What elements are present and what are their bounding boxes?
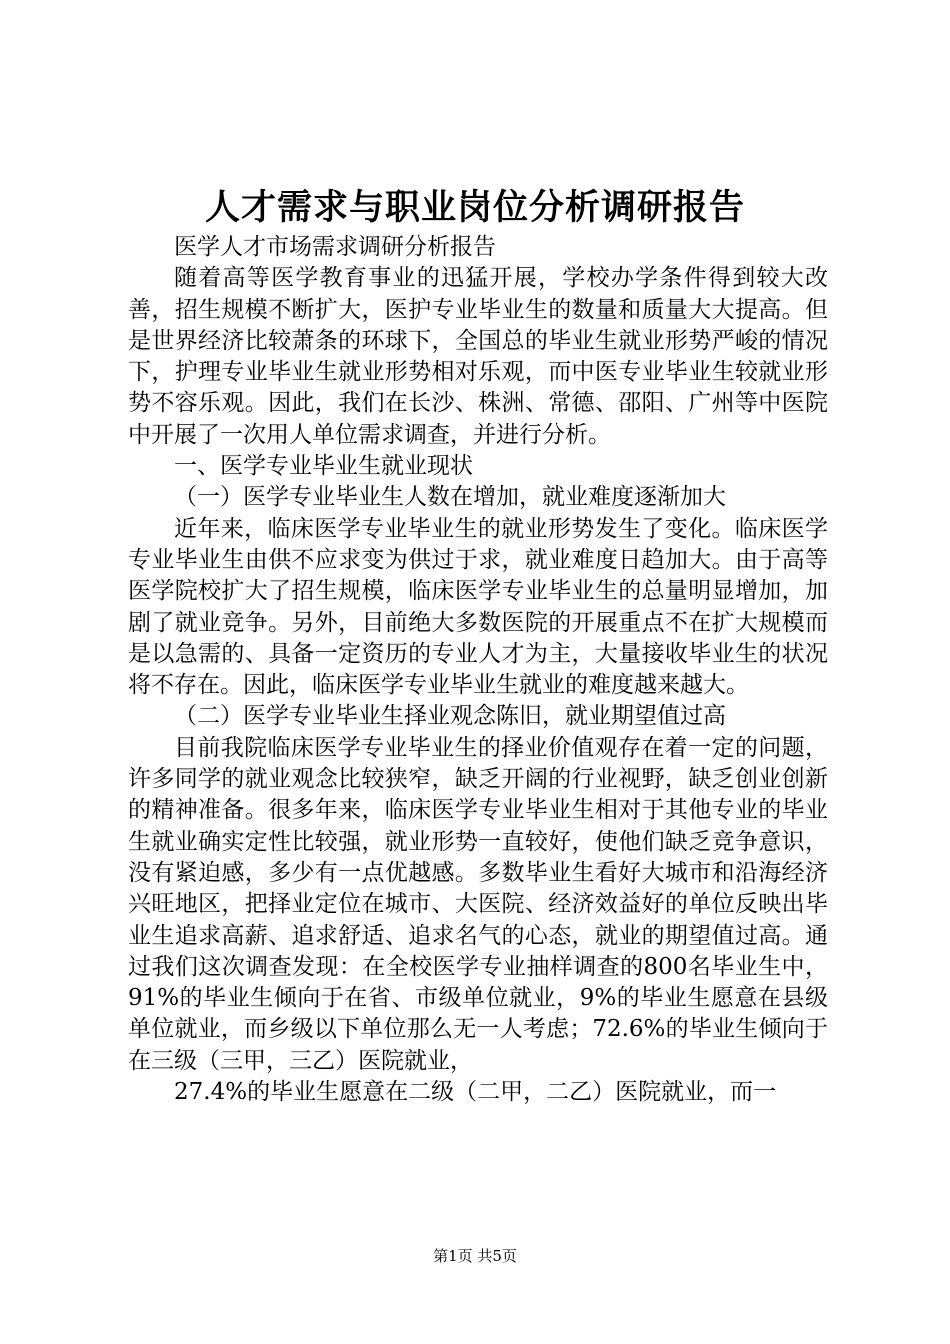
paragraph-body-1: 近年来，临床医学专业毕业生的就业形势发生了变化。临床医学专业毕业生由供不应求变为供过于求，就业难度日趋加大。由于高等医学院校扩大了招生规模，临床医学专业毕业生的总量明显增加，加剧了就业竞争。另外，目前绝大多数医院的开展重点不在扩大规模而是以急需的、具备一定资历的专业人才为主，大量接收毕业生的状况将不存在。因此，临床医学专业毕业生就业的难度越来越大。 (128, 515, 828, 699)
paragraph-body-3: 27.4%的毕业生愿意在二级（二甲，二乙）医院就业，而一 (174, 1079, 777, 1106)
paragraph-intro: 随着高等医学教育事业的迅猛开展，学校办学条件得到较大改善，招生规模不断扩大，医护专业毕业生的数量和质量大大提高。但是世界经济比较萧条的环球下，全国总的毕业生就业形势严峻的情况下，护理专业毕业生就业形势相对乐观，而中医专业毕业生较就业形势不容乐观。因此，我们在长沙、株洲、常德、邵阳、广州等中医院中开展了一次用人单位需求调查，并进行分析。 (128, 265, 828, 448)
subsection-heading-2: （二）医学专业毕业生择业观念陈旧，就业期望值过高 (174, 703, 726, 730)
document-title: 人才需求与职业岗位分析调研报告 (204, 187, 745, 228)
document-body (128, 232, 828, 1108)
page-number-footer: 第1页 共5页 (433, 1247, 517, 1265)
paragraph-body-2: 目前我院临床医学专业毕业生的择业价值观存在着一定的问题，许多同学的就业观念比较狭窄，缺乏开阔的行业视野，缺乏创业创新的精神准备。很多年来，临床医学专业毕业生相对于其他专业的毕业生就业确实定性比较强，就业形势一直较好，使他们缺乏竞争意识，没有紧迫感，多少有一点优越感。多数毕业生看好大城市和沿海经济兴旺地区，把择业定位在城市、大医院、经济效益好的单位反映出毕业生追求高薪、追求舒适、追求名气的心态，就业的期望值过高。通过我们这次调查发现：在全校医学专业抽样调查的800名毕业生中，91%的毕业生倾向于在省、市级单位就业，9%的毕业生愿意在县级单位就业，而乡级以下单位那么无一人考虑；72.6%的毕业生倾向于在三级（三甲，三乙）医院就业， (128, 734, 828, 1074)
section-heading-1: 一、医学专业毕业生就业现状 (174, 453, 473, 480)
paragraph-subtitle: 医学人才市场需求调研分析报告 (174, 234, 496, 260)
subsection-heading-1: （一）医学专业毕业生人数在增加，就业难度逐渐加大 (174, 484, 726, 511)
